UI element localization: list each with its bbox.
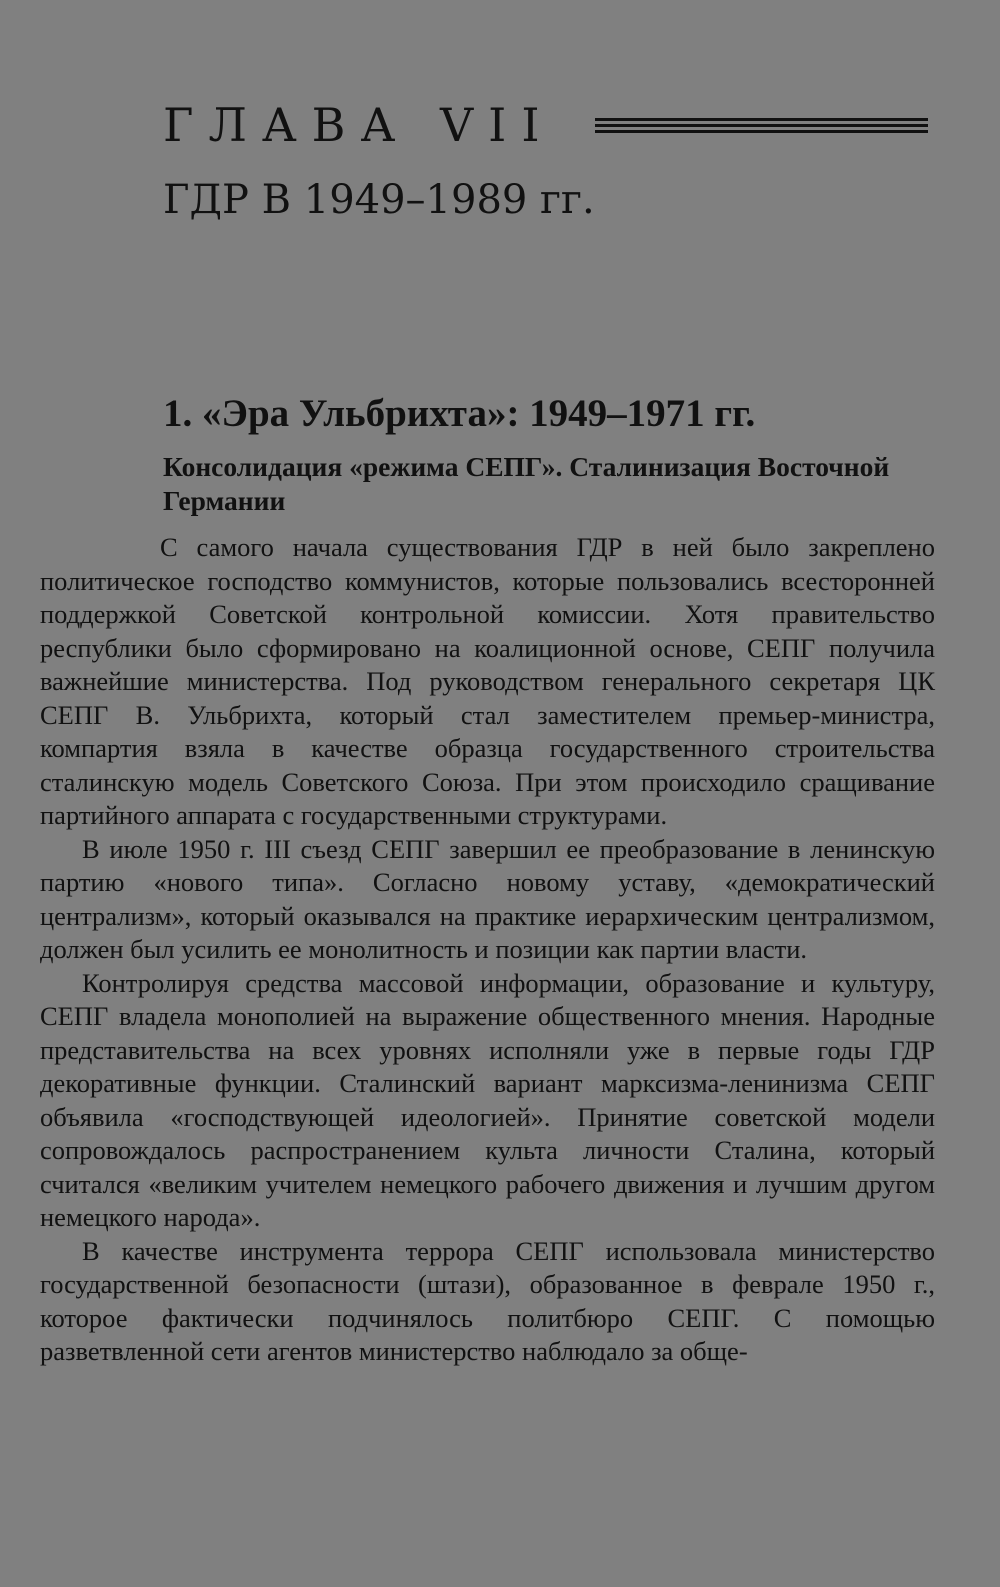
section-title: 1. «Эра Ульбрихта»: 1949–1971 гг.	[163, 392, 756, 435]
paragraph: В июле 1950 г. III съезд СЕПГ завершил ее преобразование в ленинскую партию «нового типа». Согласно новому уставу, «демократический централизм», который оказывался на практике иерархическим централизмом, должен был усилить ее монолитность и позиции как партии власти.	[40, 833, 935, 964]
paragraph: В качестве инструмента террора СЕПГ использовала министерство государственной безопасности (штази), образованное в феврале 1950 г., которое фактически подчинялось политбюро СЕПГ. С помощью разветвленной сети агентов министерство наблюдало за обще-	[40, 1235, 935, 1366]
chapter-header	[163, 92, 938, 162]
body-text	[40, 531, 935, 1369]
rule-line	[595, 118, 928, 121]
subsection-title: Консолидация «режима СЕПГ». Сталинизация Восточной Германии	[163, 451, 890, 516]
rule-line	[595, 124, 928, 127]
chapter-title: ГДР В 1949–1989 гг.	[163, 177, 595, 223]
paragraph: С самого начала существования ГДР в ней было закреплено политическое господство коммунистов, которые пользовались всесторонней поддержкой Советской контрольной комиссии. Хотя правительство республики было сформировано на коалиционной основе, СЕПГ получила важнейшие министерства. Под руководством генерального секретаря ЦК СЕПГ В. Ульбрихта, который стал заместителем премьер-министра, компартия взяла в качестве образца государственного строительства сталинскую модель Советского Союза. При этом происходило сращивание партийного аппарата с государственными структурами.	[40, 532, 935, 830]
chapter-label: ГЛАВА VII	[163, 98, 555, 152]
rule-line	[595, 130, 928, 133]
chapter-decorative-rule	[595, 118, 928, 138]
paragraph: Контролируя средства массовой информации, образование и культуру, СЕПГ владела монополией на выражение общественного мнения. Народные представительства на всех уровнях исполняли уже в первые годы ГДР декоративные функции. Сталинский вариант марксизма-ленинизма СЕПГ объявила «господствующей идеологией». Принятие советской модели сопровождалось распространением культа личности Сталина, который считался «великим учителем немецкого рабочего движения и лучшим другом немецкого народа».	[40, 967, 935, 1232]
